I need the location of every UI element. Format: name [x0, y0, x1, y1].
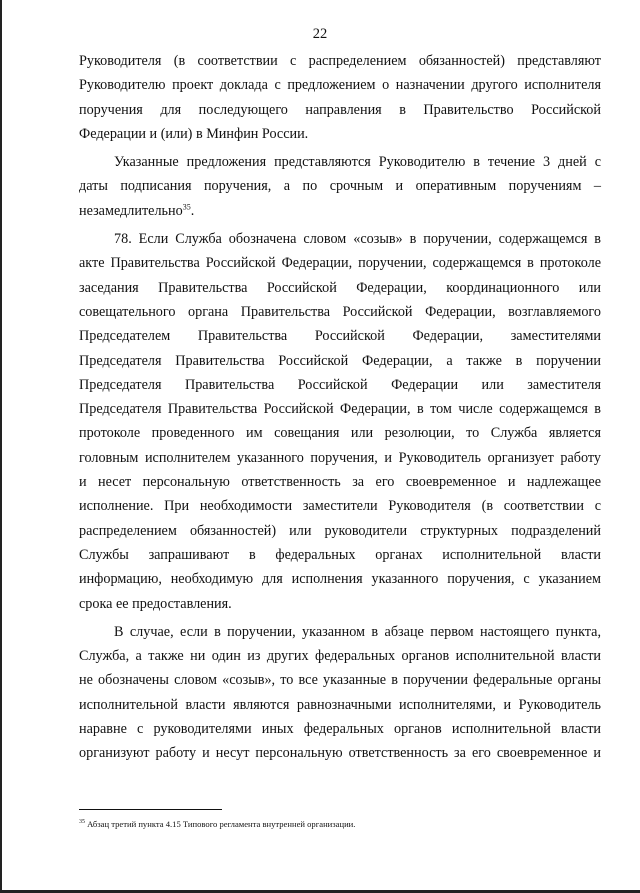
footnote-marker: 35	[79, 819, 85, 826]
paragraph-78-line: 78. Если Служба обозначена словом «созыв» в поручении, содержащемся в	[114, 231, 601, 248]
text-line-with-footnote	[79, 199, 601, 223]
text-line: наравне с руководителями иных федеральных органов исполнительной власти	[79, 721, 601, 738]
text-line: исполнительной власти являются равнозначными исполнителями, и Руководитель	[79, 696, 601, 713]
text-line: срока ее предоставления.	[79, 595, 232, 612]
text-line: Руководителя (в соответствии с распределением обязанностей) представляют	[79, 53, 601, 69]
text-line: Службы запрашивают в федеральных органах исполнительной власти	[79, 546, 601, 563]
text-line: Указанные предложения представляются Руководителю в течение 3 дней с	[114, 154, 601, 171]
text-line: даты подписания поручения, а по срочным и оперативным поручениям –	[79, 178, 601, 195]
line-text: незамедлительно	[79, 202, 183, 219]
text-line: поручения для последующего направления в Правительство Российской	[79, 101, 601, 118]
scan-edge-left	[0, 0, 2, 893]
text-line: Федерации и (или) в Минфин России.	[79, 125, 309, 142]
text-line: и несет персональную ответственность за его своевременное и надлежащее	[79, 474, 601, 491]
text-line: заседания Правительства Российской Федерации, координационного или	[79, 279, 601, 296]
page-number: 22	[312, 26, 328, 42]
footnote-text: Абзац третий пункта 4.15 Типового регламента внутренней организации.	[85, 819, 356, 829]
footnote	[79, 818, 355, 830]
line-end-punct: .	[190, 202, 195, 219]
text-line: протоколе проведенного им совещания или резолюции, то Служба является	[79, 425, 601, 442]
footnote-reference: 35	[182, 202, 191, 212]
text-line: Руководителю проект доклада с предложением о назначении другого исполнителя	[79, 77, 601, 94]
text-line: Председателя Правительства Российской Федерации или заместителя	[79, 376, 601, 393]
text-line: не обозначены словом «созыв», то все указанные в поручении федеральные органы	[79, 672, 601, 689]
text-line: головным исполнителем указанного поручения, и Руководитель организует работу	[79, 449, 601, 466]
text-line: организуют работу и несут персональную ответственность за его своевременное и	[79, 745, 601, 762]
text-line: Председателем Правительства Российской Федерации, заместителями	[79, 328, 601, 345]
text-line: исполнение. При необходимости заместители Руководителя (в соответствии с	[79, 498, 601, 515]
text-line: акте Правительства Российской Федерации, поручении, содержащемся в протоколе	[79, 255, 601, 272]
footnote-separator	[79, 809, 222, 810]
text-line: Председателя Правительства Российской Федерации, а также в поручении	[79, 352, 601, 369]
text-line: Председателя Правительства Российской Федерации, в том числе содержащемся в	[79, 401, 601, 418]
body-text	[79, 49, 601, 766]
text-line: В случае, если в поручении, указанном в абзаце первом настоящего пункта,	[114, 623, 601, 640]
text-line: Служба, а также ни один из других федеральных органов исполнительной власти	[79, 648, 601, 665]
text-line: совещательного органа Правительства Российской Федерации, возглавляемого	[79, 303, 601, 320]
text-line: распределением обязанностей) или руководители структурных подразделений	[79, 522, 601, 539]
text-line: информацию, необходимую для исполнения указанного поручения, с указанием	[79, 571, 601, 588]
